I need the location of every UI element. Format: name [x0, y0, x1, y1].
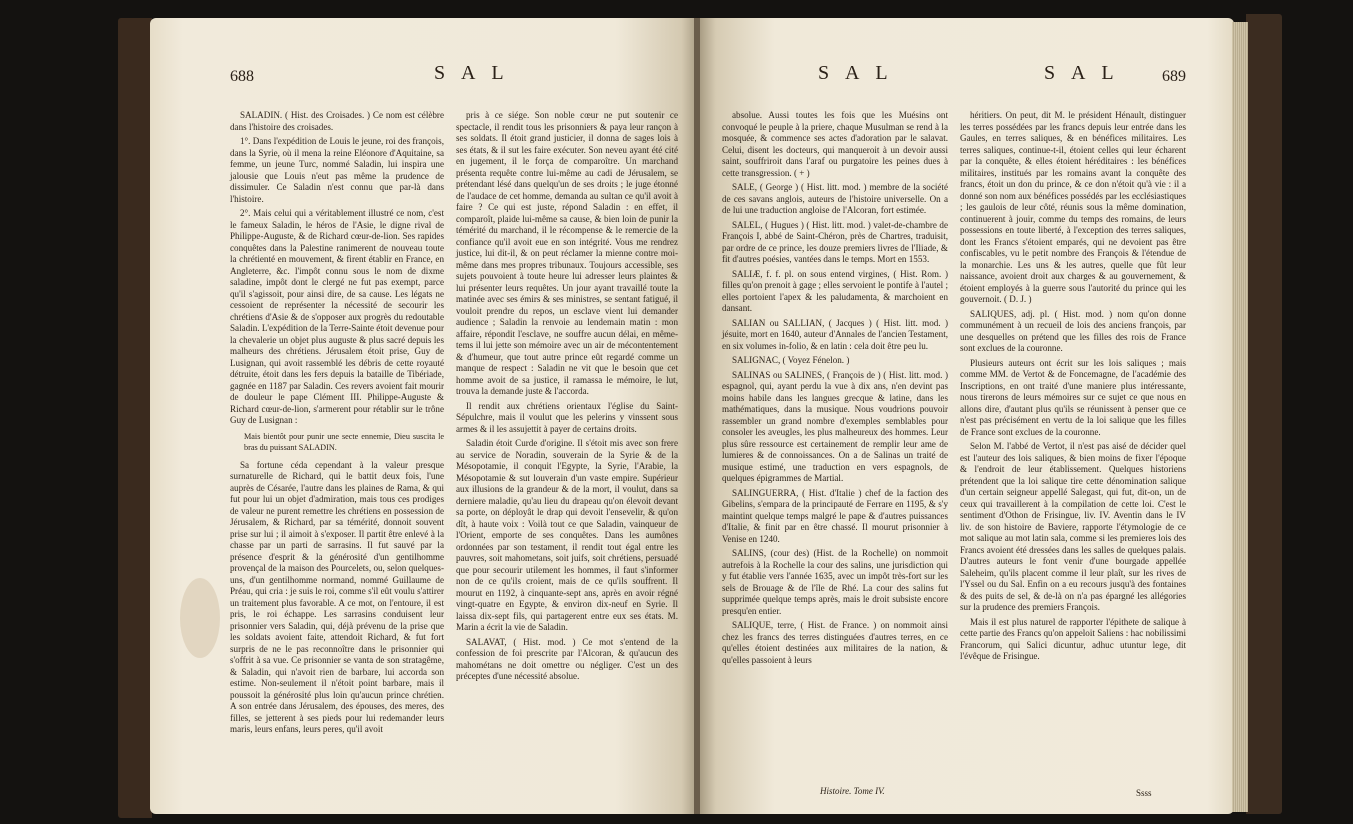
paragraph: pris à ce siége. Son noble cœur ne put soutenir ce spectacle, il rendit tous les prisonniers & paya leur rançon à ses soldats. Il étoit grand justicier, il donna de sages lois à ses états, & il sut les faire exécuter. Son neveu ayant été cité en jugement, il le força de comparoître. Un marchand présenta requête contre lui-même au cadi de Jérusalem, se prétendant lésé dans quelqu'un de ses droits ; le juge étonné de l'audace de cet homme, demanda au sultan ce qu'il avoit à faire ? Ce qui est juste, répond Saladin : en effet, il comparoît, plaide lui-même sa cause, & bien loin de punir la témérité du marchand, il le récompense & le remercie de la confiance qu'il avoit eue en son intégrité. Vous me rendrez justice, lui dit-il, & on peut réclamer la mienne contre moi-même dans mes propres tribunaux. Toujours accessible, ses sujets pouvoient à toute heure lui adresser leurs plaintes & lui présenter leurs requêtes. Un jour ayant travaillé toute la matinée avec ses émirs & ses ministres, se sentant fatigué, il vouloit prendre du repos, un esclave vient lui demander audience ; Saladin la renvoie au lendemain matin : mon affaire, répondit l'esclave, ne souffre aucun délai, en même-tems il lui jette son mémoire avec un air de mécontentement & d'humeur, que tout autre prince eût regardé comme un manque de respect : Saladin ne vit que le besoin que cet homme avoit de sa justice, il ramassa le mémoire, le lut, trouva la demande juste & l'accorda.	[456, 110, 678, 396]
paragraph: SALIGNAC, ( Voyez Fénelon. )	[732, 355, 850, 365]
paragraph: Mais bientôt pour punir une secte ennemie, Dieu suscita le bras du puissant SALADIN.	[244, 431, 444, 452]
paragraph: SALEL, ( Hugues ) ( Hist. litt. mod. ) valet-de-chambre de François I, abbé de Saint-Chéron, près de Chartres, traduisit, par ordre de ce prince, les douze premiers livres de l'Iliade, & fit d'autres poésies, vantées dans le temps. Mort en 1553.	[722, 219, 948, 264]
paragraph: 1°. Dans l'expédition de Louis le jeune, roi des françois, dans la Syrie, où il mena la reine Eléonore d'Aquitaine, sa femme, un jeune Turc, nommé Saladin, lui inspira une jalousie que Louis n'eut pas même la prudence de dissimuler. Ce Saladin n'est connu que par-là dans l'histoire.	[230, 136, 444, 204]
paragraph: Saladin étoit Curde d'origine. Il s'étoit mis avec son frere au service de Noradin, souverain de la Syrie & de la Mésopotamie, il conquit l'Egypte, la Syrie, l'Arabie, la Mésopotamie & sut louverain d'un vaste empire. Supérieur aux illusions de la grandeur & de la mort, il voulut, dans sa derniere maladie, qu'au lieu du drapeau qu'on élevoit devant sa porte, on déployât le drap qui devoit l'ensevelir, & qu'on dît, à haute voix : Voilà tout ce que Saladin, vainqueur de l'Orient, emporte de ses conquêtes. Dans les aumônes ordonnées par son testament, il rendit tout égal entre les pauvres, soit mahometans, soit juifs, soit chrétiens, persuadé que pour secourir utilement les hommes, il faut s'informer non de ce qu'ils croient, mais de ce qu'ils souffrent. Il mourut en 1192, à cinquante-sept ans, après en avoir régné vingt-quatre en Egypte, & environ dix-neuf en Syrie. Il laissa dix-sept fils, qui partagerent entre eux ses états. M. Marin a écrit la vie de Saladin.	[456, 438, 678, 632]
left-column-2	[456, 110, 678, 686]
right-running-header: S A L	[818, 62, 894, 84]
right-column-2	[960, 110, 1186, 666]
paragraph: Mais il est plus naturel de rapporter l'épithete de salique à cette partie des Francs qu'on appeloit Saliens : hac nobilissimi Francorum, qui Salici dicuntur, adhuc utuntur lege, dit l'évêque de Frisingue.	[960, 616, 1186, 661]
paragraph: héritiers. On peut, dit M. le président Hénault, distinguer les terres possédées par les francs depuis leur entrée dans les Gaules, en terres saliques, & en bénéfices militaires. Les terres saliques, continue-t-il, étoient celles qui leur écharent par la conquête, & elles étoient héréditaires : les bénéfices militaires, institués par les romains avant la conquête des francs, étoit un don du prince, & ce don n'étoit qu'à vie : il a donné son nom aux bénéfices possédés par les ecclésiastiques ; les gaulois de leur côté, réunis sous la même domination, continuerent à jouir, comme du temps des romains, de leurs possessions en toute liberté, à l'exception des terres saliques, dont les Francs s'étoient emparés, qui ne devoient pas être confiscables, vu le petit nombre des François & l'étendue de la monarchie. Les uns & les autres, quelle que fût leur naissance, avoient droit aux charges & au gouvernement, & étoient employés à la guerre sous l'autorité du prince qui les gouvernoit. ( D. J. )	[960, 110, 1186, 304]
paragraph: SALINAS ou SALINES, ( François de ) ( Hist. litt. mod. ) espagnol, qui, ayant perdu la vue à dix ans, n'en devint pas moins habile dans les langues grecque & latine, dans les mathématiques, dans la musique. Nous voudrions pouvoir rassembler un grand nombre d'exemples semblables pour consoler les aveugles, les plus malheureux des hommes. Leur plus sûre ressource est certainement de remplir leur ame de lumieres & de connoissances. On a de Salinas un traité de musique estimé, une traduction en vers espagnols, de quelques épigrammes de Martial.	[722, 369, 948, 483]
paragraph: SALIQUES, adj. pl. ( Hist. mod. ) nom qu'on donne communément à un recueil de lois des anciens françois, par une desquelles on prétend que les filles des rois de France sont exclues de la couronne.	[960, 308, 1186, 353]
paragraph: Sa fortune céda cependant à la valeur presque surnaturelle de Richard, qui le battit deux fois, l'une auprès de Césarée, l'autre dans les plaines de Rama, & qui fut pour lui un objet d'admiration, mais tous ces prodiges de valeur ne purent remettre les chrétiens en possession de Jérusalem, & Richard, par sa témérité, donnoit souvent prise sur lui ; il aimoit à s'exposer. Il partit être enlevé à la chasse par un parti de sarrasins. Il fut sauvé par la présence d'esprit & la générosité d'un gentilhomme provençal de la maison des Pourcelets, ou, selon quelques-uns, d'un gentilhomme normand, nommé Guillaume de Préau, qui cria : je suis le roi, comme s'il eût voulu s'attirer un traitement plus favorable. A ce mot, on l'entoure, il est pris, le roi échappe. Les sarrasins conduisent leur prisonnier vers Saladin, qui, déjà prévenu de la prise que les soldats avoient faite, attendoit Richard, & fut fort surpris de ne le pas reconnoître dans le prisonnier qui s'offrit à sa vue. Ce prisonnier se vanta de son stratagême, & Saladin, qui n'avoit rien de barbare, lui accorda son estime. Non-seulement il n'étoit point barbare, mais il poussoit la générosité plus loin qu'aucun prince chrétien. A son entrée dans Jérusalem, des épouses, des meres, des filles, se jetterent à ses pieds pour lui redemander leurs maris, leurs enfans, leurs peres, qu'il avoit	[230, 459, 444, 734]
footer-signature-mark: Ssss	[1136, 788, 1152, 798]
book-cover-left	[118, 18, 152, 818]
paragraph: SALINS, (cour des) (Hist. de la Rochelle) on nommoit autrefois à la Rochelle la cour des salins, une jurisdiction qui y fut établie vers l'année 1635, avec un impôt très-fort sur les sels de Brouage & de l'île de Rhé. La cour des salins fut supprimée quelque temps après, mais le droit subsiste encore presqu'en entier.	[722, 548, 948, 616]
paragraph: SALIQUE, terre, ( Hist. de France. ) on nommoit ainsi chez les francs des terres distinguées d'autres terres, en ce qu'elles étoient destinées aux militaires de la nation, & qu'elles passoient à leurs	[722, 620, 948, 665]
paragraph: SALADIN. ( Hist. des Croisades. ) Ce nom est célèbre dans l'histoire des croisades.	[230, 110, 444, 132]
left-page-number: 688	[230, 68, 254, 85]
left-column-1	[230, 110, 444, 739]
left-running-header: S A L	[434, 62, 510, 84]
paragraph: SALINGUERRA, ( Hist. d'Italie ) chef de la faction des Gibelins, s'empara de la principauté de Ferrare en 1195, & s'y maintint quelque temps malgré le pape & d'autres puissances d'Italie, & finit par en être chassé. Il mourut prisonnier à Venise en 1240.	[722, 487, 948, 544]
paragraph: SALIÆ, f. f. pl. on sous entend virgines, ( Hist. Rom. ) filles qu'on prenoit à gage ; elles servoient le pontife à l'autel ; elles portoient l'apex & les paludamenta, & marchoient en dansant.	[722, 268, 948, 313]
paragraph: Selon M. l'abbé de Vertot, il n'est pas aisé de décider quel est l'auteur des lois saliques, & bien moins de fixer l'époque & l'endroit de leur établissement. Quelques historiens prétendent que la loi salique tire cette dénomination salique d'un certain seigneur appellé Salegast, qui fut, dit-on, un de ceux qui travaillerent à la compilation de cette loi. C'est le sentiment d'Othon de Frisingue, liv. IV. Aventin dans le IV liv. de son histoire de Baviere, rapporte l'étymologie de ce mot salique au mot latin sala, comme si les premieres lois des Francs avoient été dressées dans les salles de quelques palais. D'autres auteurs le font venir d'une bourgade appellée Saleheim, qu'ils placent comme il leur plaît, sur les rives de l'Yssel ou du Sal. Enfin on a eu recours jusqu'à des fontaines & des puits de sel, & de-là on n'a pas épargné les allégories sur la prudence des premiers François.	[960, 441, 1186, 612]
right-column-1	[722, 110, 948, 669]
right-page	[700, 18, 1234, 814]
footer-signature-title: Histoire. Tome IV.	[820, 786, 885, 796]
left-page	[150, 18, 698, 814]
paragraph: absolue. Aussi toutes les fois que les Muésins ont convoqué le peuple à la priere, chaque Musulman se rend à la mosquée, & commence ses actes d'adoration par le salavat. Celui, disent les docteurs, qui manqueroit à un devoir aussi saint, souffriroit dans l'araf ou purgatoire les peines dues à cette transgression. ( + )	[722, 110, 948, 178]
book-cover-right	[1246, 14, 1282, 814]
paragraph: SALE, ( George ) ( Hist. litt. mod. ) membre de la société de ces savans anglois, auteurs de l'histoire universelle. On a de lui une traduction angloise de l'Alcoran, fort estimée.	[722, 182, 948, 215]
right-page-number: 689	[1162, 68, 1186, 85]
paper-stain	[180, 578, 220, 658]
paragraph: 2°. Mais celui qui a véritablement illustré ce nom, c'est le fameux Saladin, le héros de l'Asie, le digne rival de Philippe-Auguste, & de Richard cœur-de-lion. Ses rapides conquêtes dans la Palestine ranimerent de nouveau toute la chrétienté en mouvement, & firent établir en France, en Angleterre, &c. l'impôt connu sous le nom de dixme saladine, impôt dont le clergé ne fut pas exempt, parce qu'il s'agissoit, pour ainsi dire, de sa cause. Les légats ne cessoient de représenter la nécessité de secourir les chrétiens d'Asie & de s'opposer aux progrès du redoutable Saladin. L'expédition de la Terre-Sainte étoit devenue pour la chevalerie un objet plus auguste & plus sacré depuis les malheurs des chrétiens. Jérusalem étoit prise, Guy de Lusignan, qui avoit rassemblé les débris de cette royauté détruite, étoit dans les fers depuis la bataille de Tibériade, gagnée en 1187 par Saladin. Ces revers avoient fait mourir de douleur le pape Clément III. Philippe-Auguste & Richard cœur-de-lion, s'armerent pour rétablir sur le trône Guy de Lusignan :	[230, 208, 444, 425]
paragraph: Il rendit aux chrétiens orientaux l'église du Saint-Sépulchre, mais il voulut que les pelerins y vinssent sous armes & il les assujettit à payer de certains droits.	[456, 400, 678, 434]
paragraph: Plusieurs auteurs ont écrit sur les lois saliques ; mais comme MM. de Vertot & de Foncemagne, de l'académie des Inscriptions, en ont traité d'une maniere plus intéressante, nous tirerons de leurs mémoires sur ce sujet ce que nous en allons dire, d'autant plus qu'ils se réunissent à penser que ce n'est pas précisément en vertu de la loi salique que les filles de France sont exclues de la couronne.	[960, 357, 1186, 437]
right-running-header-2: S A L	[1044, 62, 1120, 84]
paragraph: SALAVAT, ( Hist. mod. ) Ce mot s'entend de la confession de foi prescrite par l'Alcoran, & qu'aucun des mahométans ne doit omettre ou négliger. C'est un des préceptes d'une nécessité absolue.	[456, 636, 678, 681]
paragraph: SALIAN ou SALLIAN, ( Jacques ) ( Hist. litt. mod. ) jésuite, mort en 1640, auteur d'Annales de l'ancien Testament, en six volumes in-folio, & en latin : cela doit être peu lu.	[722, 317, 948, 351]
page-edges	[1232, 22, 1248, 812]
